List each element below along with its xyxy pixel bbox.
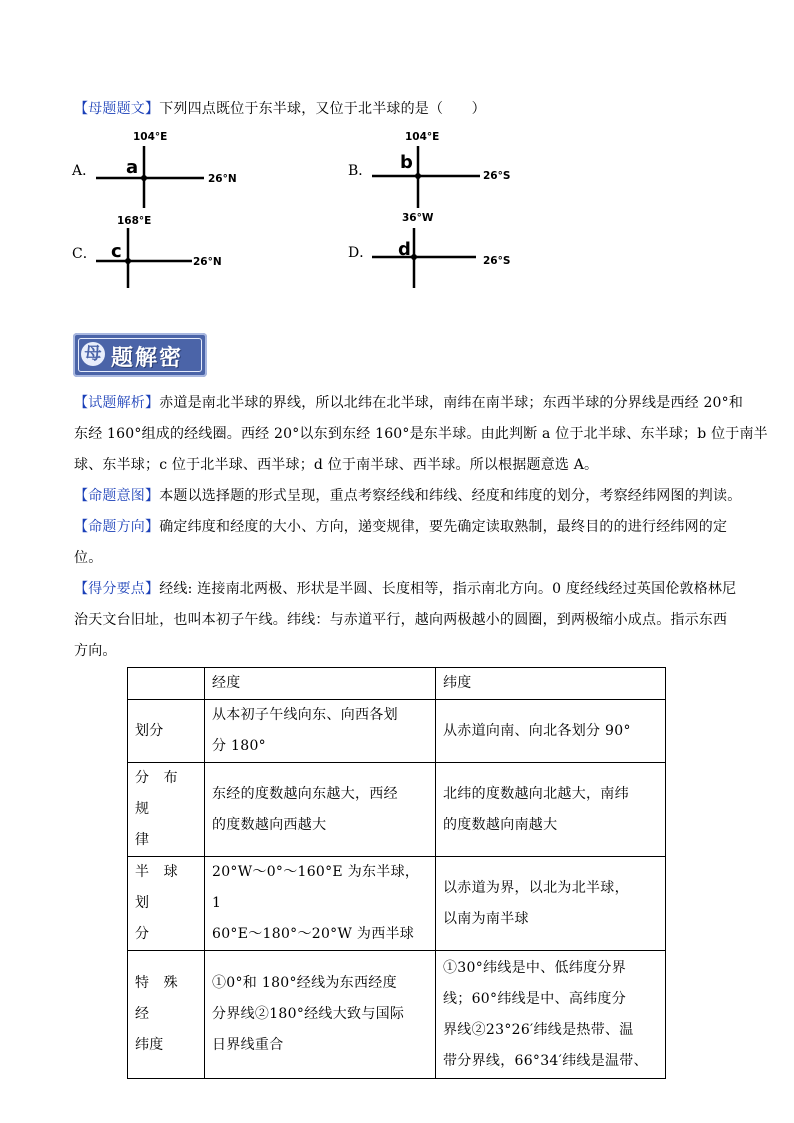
analysis-line-1: 【试题解析】赤道是南北半球的界线，所以北纬在北半球，南纬在南半球；东西半球的分界线是西经 20°和 [74,395,744,411]
mother-icon: 母 [81,342,105,366]
option-b-meridian: 104°E [405,131,440,143]
analysis-line-3: 球、东半球；c 位于北半球、西半球；d 位于南半球、西半球。所以根据题意选 A。 [74,457,599,473]
table-row [128,951,666,1079]
row-label: 划分 [128,700,205,763]
intersection-point [415,173,421,179]
analysis-tag: 【试题解析】 [74,395,160,411]
intersection-point [125,258,131,264]
direction-line-1: 【命题方向】确定纬度和经度的大小、方向，递变规律，要先确定读取熟制，最终目的的进行经纬网的定 [74,519,728,535]
latitude-cell: 北纬的度数越向北越大，南纬 的度数越向南越大 [436,763,666,857]
table-header-row [128,668,666,700]
direction-line-2: 位。 [74,550,103,566]
table-row [128,700,666,763]
table-row [128,857,666,951]
row-label: 半 球 划 分 [128,857,205,951]
option-d-point: d [398,239,411,260]
option-c-point: c [111,241,122,262]
intersection-point [141,175,147,181]
option-d-meridian: 36°W [402,212,434,224]
option-a-meridian: 104°E [133,131,168,143]
option-a-parallel: 26°N [208,173,237,185]
option-a-label: A． [72,163,97,179]
option-c-label: C． [72,246,97,262]
longitude-cell: 从本初子午线向东、向西各划 分 180° [205,700,436,763]
solution-banner [73,333,207,377]
option-d-label: D． [348,245,374,261]
intent-tag: 【命题意图】 [74,488,160,504]
option-b-parallel: 26°S [483,170,511,182]
banner-title: 题解密 [111,346,184,371]
longitude-cell: 东经的度数越向东越大，西经 的度数越向西越大 [205,763,436,857]
keypoints-line-1: 【得分要点】经线: 连接南北两极、形状是半圆、长度相等，指示南北方向。0 度经线经过英国伦敦格林尼 [74,581,737,597]
table-header-cell: 经度 [205,668,436,700]
intent-line: 【命题意图】本题以选择题的形式呈现，重点考察经线和纬线、经度和纬度的划分，考察经纬网图的判读。 [74,488,742,504]
analysis-line-2: 东经 160°组成的经线圈。西经 20°以东到东经 160°是东半球。由此判断 a 位于北半球、东半球；b 位于南半 [74,426,768,442]
table-header-cell [128,668,205,700]
keypoints-line-2: 治天文台旧址，也叫本初子午线。纬线：与赤道平行，越向两极越小的圆圈，到两极缩小成点。指示东西 [74,612,728,628]
option-a-point: a [126,157,139,178]
option-c-parallel: 26°N [193,256,222,268]
direction-tag: 【命题方向】 [74,519,160,535]
intersection-point [411,254,417,260]
option-d-diagram [366,222,546,292]
row-label: 分 布 规 律 [128,763,205,857]
option-b-point: b [400,152,413,173]
latitude-cell: 以赤道为界，以北为北半球， 以南为南半球 [436,857,666,951]
latitude-cell: 从赤道向南、向北各划分 90° [436,700,666,763]
question-tag: 【母题题文】 [74,101,160,117]
comparison-table [127,667,666,1079]
latitude-cell: ①30°纬线是中、低纬度分界 线；60°纬线是中、高纬度分 界线②23°26′纬线是热带、温 带分界线，66°34′纬线是温带、 [436,951,666,1079]
option-c-meridian: 168°E [117,215,152,227]
question-line [74,94,486,124]
question-text: 下列四点既位于东半球，又位于北半球的是（ ） [159,101,486,117]
option-a-diagram [90,140,270,210]
table-header-cell: 纬度 [436,668,666,700]
option-b-label: B． [348,163,373,179]
longitude-cell: ①0°和 180°经线为东西经度 分界线②180°经线大致与国际 日界线重合 [205,951,436,1079]
option-d-parallel: 26°S [483,255,511,267]
table-row [128,763,666,857]
row-label: 特 殊 经 纬度 [128,951,205,1079]
option-b-diagram [366,140,546,210]
keypoints-line-3: 方向。 [74,643,117,659]
keypoints-tag: 【得分要点】 [74,581,160,597]
longitude-cell: 20°W～0°～160°E 为东半球，1 60°E～180°～20°W 为西半球 [205,857,436,951]
